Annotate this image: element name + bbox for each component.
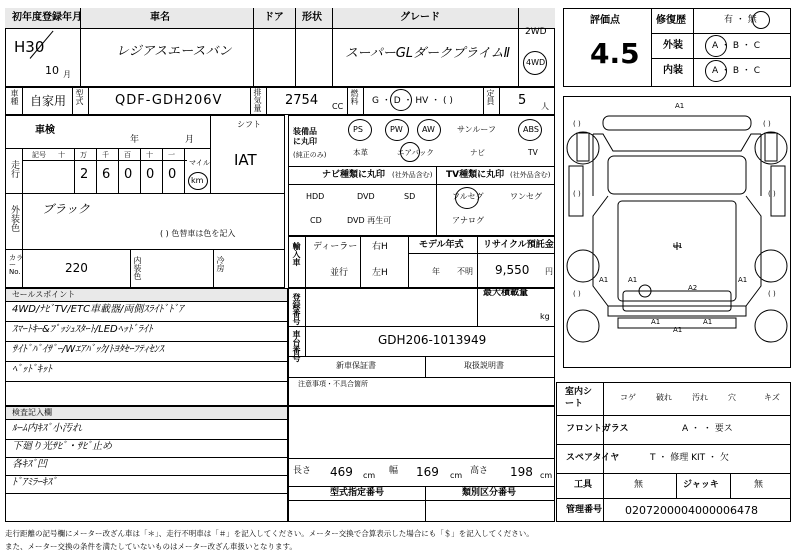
- door-label: ドア: [264, 12, 284, 23]
- equipment-item: PS: [353, 125, 363, 134]
- rating-score: 4.5: [590, 37, 640, 70]
- mileage-divider: [162, 148, 163, 193]
- navi-item: SD: [404, 192, 416, 201]
- parallel: 並行: [330, 268, 349, 278]
- usage-label: 車種: [10, 89, 19, 105]
- equipment-item: TV: [528, 148, 538, 157]
- car-name: レジアスエースバン: [116, 44, 232, 59]
- reg-no-label: 登録番号: [292, 293, 301, 325]
- model-year-unit: 年: [432, 267, 440, 276]
- mileage-digit: 0: [124, 167, 133, 182]
- width: 169: [416, 465, 439, 479]
- km-label: km: [191, 176, 204, 185]
- seat-item: 破れ: [656, 393, 672, 402]
- footer-line-2: また、メーター交換の条件を満たしていないものはメーター改ざん車扱いとなります。: [5, 542, 297, 551]
- recycle: 9,550: [495, 263, 530, 277]
- warranty: 新車保証書: [336, 361, 376, 370]
- month: 10: [45, 64, 59, 77]
- class-no-label: 類別区分番号: [462, 488, 517, 498]
- exterior-circle: [705, 35, 727, 57]
- notes-area: [288, 406, 555, 522]
- tv-item: アナログ: [452, 216, 484, 225]
- navi-item: DVD 再生可: [347, 216, 392, 225]
- tv-item: ワンセグ: [510, 192, 542, 201]
- diag-mark-bottom: A1: [673, 326, 683, 334]
- svg-text:( ): ( ): [573, 120, 581, 128]
- equipment-sub: (純正のみ): [293, 151, 327, 159]
- mgmt-value: 0207200004000006478: [625, 504, 758, 517]
- equipment-label: 装備品に丸印: [293, 127, 317, 147]
- length-cm: cm: [363, 471, 376, 480]
- inspector-line: ﾄﾞｱﾐﾗｰｷｽﾞ: [12, 477, 57, 488]
- max-load-label: 最大積載量: [483, 288, 529, 298]
- equipment-item: ナビ: [470, 148, 485, 157]
- footer-line-1: 走行距離の記号欄にメーター改ざん車は「＊」、走行不明車は「＃」を記入してください。メーター交換で合算表示した場合にも「＄」を記入してください。: [5, 529, 534, 538]
- usage: 自家用: [30, 94, 67, 108]
- equipment-item: PW: [390, 125, 403, 134]
- svg-text:( ): ( ): [573, 190, 581, 198]
- kg-unit: kg: [540, 312, 550, 321]
- chassis-label: 車台番号: [292, 330, 301, 362]
- capacity-label: 定員: [486, 89, 495, 105]
- height-cm: cm: [540, 471, 553, 480]
- mileage-label: 走行: [9, 160, 19, 178]
- sales-rule: [5, 361, 288, 362]
- mileage-divider: [118, 148, 119, 193]
- inspector-label: 検査記入欄: [12, 408, 52, 417]
- mileage-unit-label: 万: [80, 151, 87, 159]
- sales-line: ｽﾏｰﾄｷｰ&ﾌﾟｯｼｭｽﾀｰﾄ/LEDﾍｯﾄﾞﾗｲﾄ: [12, 324, 153, 335]
- inspector-line: 各ｷｽﾞ凹: [12, 459, 47, 470]
- displacement: 2754: [285, 93, 319, 108]
- repair-circle: [752, 11, 770, 29]
- mileage-unit-label: 十: [58, 151, 65, 159]
- mileage-divider: [140, 148, 141, 193]
- import-label: 輸入車: [292, 242, 301, 266]
- mileage-unit-label: 千: [102, 151, 109, 159]
- yen: 円: [545, 267, 553, 276]
- svg-text:( ): ( ): [573, 290, 581, 298]
- sales-rule: [5, 381, 288, 382]
- type-code: QDF-GDH206V: [115, 93, 223, 108]
- diag-mark-rear-left: A1: [628, 276, 638, 284]
- svg-text:( ): ( ): [768, 190, 776, 198]
- length: 469: [330, 465, 353, 479]
- mgmt-label: 管理番号: [566, 505, 603, 515]
- type-no-label: 型式指定番号: [330, 488, 385, 498]
- equipment-item: エアバック: [397, 148, 434, 157]
- diag-mark-bumper-l: A1: [651, 318, 661, 326]
- mileage-digit: 0: [168, 167, 177, 182]
- recycle-label: リサイクル預託金: [483, 240, 554, 250]
- reg-section: [288, 288, 555, 406]
- inspection-year: 年: [130, 135, 140, 145]
- tools-label: 工具: [574, 480, 593, 490]
- sales-point-label: セールスポイント: [12, 290, 76, 299]
- rating-label: 評価点: [590, 15, 620, 26]
- cc-unit: CC: [332, 102, 344, 111]
- sales-line: ｻｲﾄﾞﾊﾞｲｻﾞｰ/Wｴｱﾊﾞｯｸ/ﾄﾖﾀｾｰﾌﾃｨｾﾝｽ: [12, 344, 164, 355]
- diag-mark-left: A1: [599, 276, 609, 284]
- mileage-divider: [96, 148, 97, 193]
- reg-year-label: 初年度登録年月: [12, 12, 82, 23]
- tools-value: 無: [634, 480, 644, 490]
- diag-mark-rear-a2: A2: [688, 284, 698, 292]
- glass-label: フロントガラス: [566, 424, 629, 434]
- grade-label: グレード: [400, 12, 440, 23]
- navi-item: CD: [310, 216, 322, 225]
- inspector-line: ﾙｰﾑ内ｷｽﾞ小汚れ: [12, 423, 82, 434]
- inspector-rule: [5, 475, 288, 476]
- displacement-label: 排気量: [253, 88, 262, 112]
- tv-sub: (社外品含む): [510, 171, 551, 179]
- fuel-label: 燃料: [350, 89, 359, 105]
- diag-mark-right: A1: [738, 276, 748, 284]
- chassis: GDH206-1013949: [378, 333, 487, 347]
- navi-item: HDD: [306, 192, 325, 201]
- tv-item: フルセグ: [452, 192, 484, 201]
- interior-circle: [705, 60, 727, 82]
- tv-label: TV種類に丸印: [446, 170, 505, 180]
- diag-mark-front: A1: [675, 102, 685, 110]
- model-year-label: モデル年式: [419, 240, 464, 250]
- seat-item: 穴: [728, 393, 736, 402]
- mileage-divider: [74, 148, 75, 193]
- wd-4: 4WD: [526, 58, 546, 67]
- navi-sub: (社外品含む): [392, 171, 433, 179]
- record-label: 記号: [32, 151, 46, 159]
- mileage-digit: 6: [102, 167, 111, 182]
- interior-label: 内装: [663, 65, 683, 76]
- mileage-unit-label: 一: [168, 151, 175, 159]
- glass-value: A ・ ・ 要ス: [682, 424, 733, 434]
- fullseg-circle: [455, 187, 479, 209]
- svg-text:( ): ( ): [768, 290, 776, 298]
- sales-rule: [5, 341, 288, 342]
- jack-value: 無: [754, 480, 764, 490]
- spare-value: T ・ 修理 KIT ・ 欠: [650, 453, 729, 463]
- wd-2: 2WD: [525, 27, 547, 37]
- mileage-digit: 2: [80, 167, 89, 182]
- height: 198: [510, 465, 533, 479]
- manual: 取扱説明書: [464, 361, 504, 370]
- mile-label: マイル: [189, 159, 210, 167]
- exterior-label: 外装: [663, 40, 683, 51]
- svg-text:( ): ( ): [763, 120, 771, 128]
- sales-rule: [5, 321, 288, 322]
- width-cm: cm: [450, 471, 463, 480]
- capacity-unit: 人: [541, 102, 549, 111]
- spare-label: スペアタイヤ: [566, 453, 620, 463]
- inspector-rule: [5, 493, 288, 494]
- capacity: 5: [518, 93, 527, 108]
- shift: IAT: [234, 151, 257, 169]
- month-unit: 月: [63, 70, 71, 79]
- color-note: ( ) 色替車は色を記入: [160, 229, 236, 238]
- equipment-item: ABS: [523, 125, 539, 134]
- seat-item: 汚れ: [692, 393, 708, 402]
- mileage-unit-label: 百: [124, 151, 131, 159]
- type-label: 型式: [75, 89, 84, 105]
- equipment-item: AW: [422, 125, 435, 134]
- navi-item: DVD: [357, 192, 375, 201]
- notice-label: 注意事項・不具合箇所: [298, 380, 368, 388]
- color-label: 外装色: [9, 205, 19, 232]
- seat-item: キズ: [764, 393, 780, 402]
- length-label: 長さ: [293, 466, 312, 476]
- width-label: 幅: [389, 466, 399, 476]
- diag-mark-roof: U1: [673, 242, 683, 250]
- color-no-label: カラーNo.: [9, 254, 23, 276]
- grade: スーパーGLダークプライムⅡ: [345, 46, 511, 61]
- left-hand: 左H: [372, 268, 388, 278]
- airbag-circle: [400, 142, 420, 162]
- mileage-digit: 0: [146, 167, 155, 182]
- model-year-unknown: 不明: [457, 267, 473, 276]
- mileage-unit-label: 十: [146, 151, 153, 159]
- ac-label: 冷房: [216, 256, 225, 272]
- inspection-month: 月: [185, 135, 195, 145]
- right-hand: 右H: [372, 242, 388, 252]
- car-diagram: [563, 96, 791, 368]
- era: H30: [14, 38, 45, 56]
- color-no: 220: [65, 261, 88, 275]
- seat-label: 室内シート: [565, 387, 593, 409]
- diag-mark-bumper-r: A1: [703, 318, 713, 326]
- fuel-circle: [390, 89, 412, 111]
- sales-line: ﾍﾞｯﾄﾞｷｯﾄ: [12, 364, 52, 375]
- sales-line: 4WD/ﾅﾋﾞTV/ETC車載器/両側ｽﾗｲﾄﾞﾄﾞｱ: [12, 304, 184, 315]
- seat-item: コゲ: [620, 393, 636, 402]
- inspector-line: 下廻り光ｻﾋﾞ・ｻﾋﾞ止め: [12, 441, 112, 452]
- repair-label: 修復歴: [656, 15, 686, 26]
- equipment-item: 本革: [353, 148, 368, 157]
- fuel: G ・ D ・ HV ・ ( ): [372, 96, 453, 106]
- car-name-label: 車名: [150, 12, 170, 23]
- inspection-label: 車検: [35, 125, 55, 136]
- interior-color-label: 内装色: [133, 256, 142, 280]
- exterior-value: A ・ B ・ C: [712, 41, 761, 51]
- mileage-divider: [184, 148, 185, 193]
- navi-label: ナビ種類に丸印: [322, 170, 386, 180]
- equipment-item: サンルーフ: [457, 125, 496, 134]
- color-value: ブラック: [42, 202, 90, 216]
- inspector-rule: [5, 439, 288, 440]
- shape-label: 形状: [302, 12, 322, 23]
- inspector-rule: [5, 457, 288, 458]
- repair-value: 有 ・ 無: [724, 15, 757, 25]
- jack-label: ジャッキ: [683, 480, 719, 490]
- shift-label: シフト: [237, 120, 261, 129]
- height-label: 高さ: [470, 466, 489, 476]
- dealer: ディーラー: [313, 242, 358, 252]
- interior-value: A ・ B ・ C: [712, 66, 761, 76]
